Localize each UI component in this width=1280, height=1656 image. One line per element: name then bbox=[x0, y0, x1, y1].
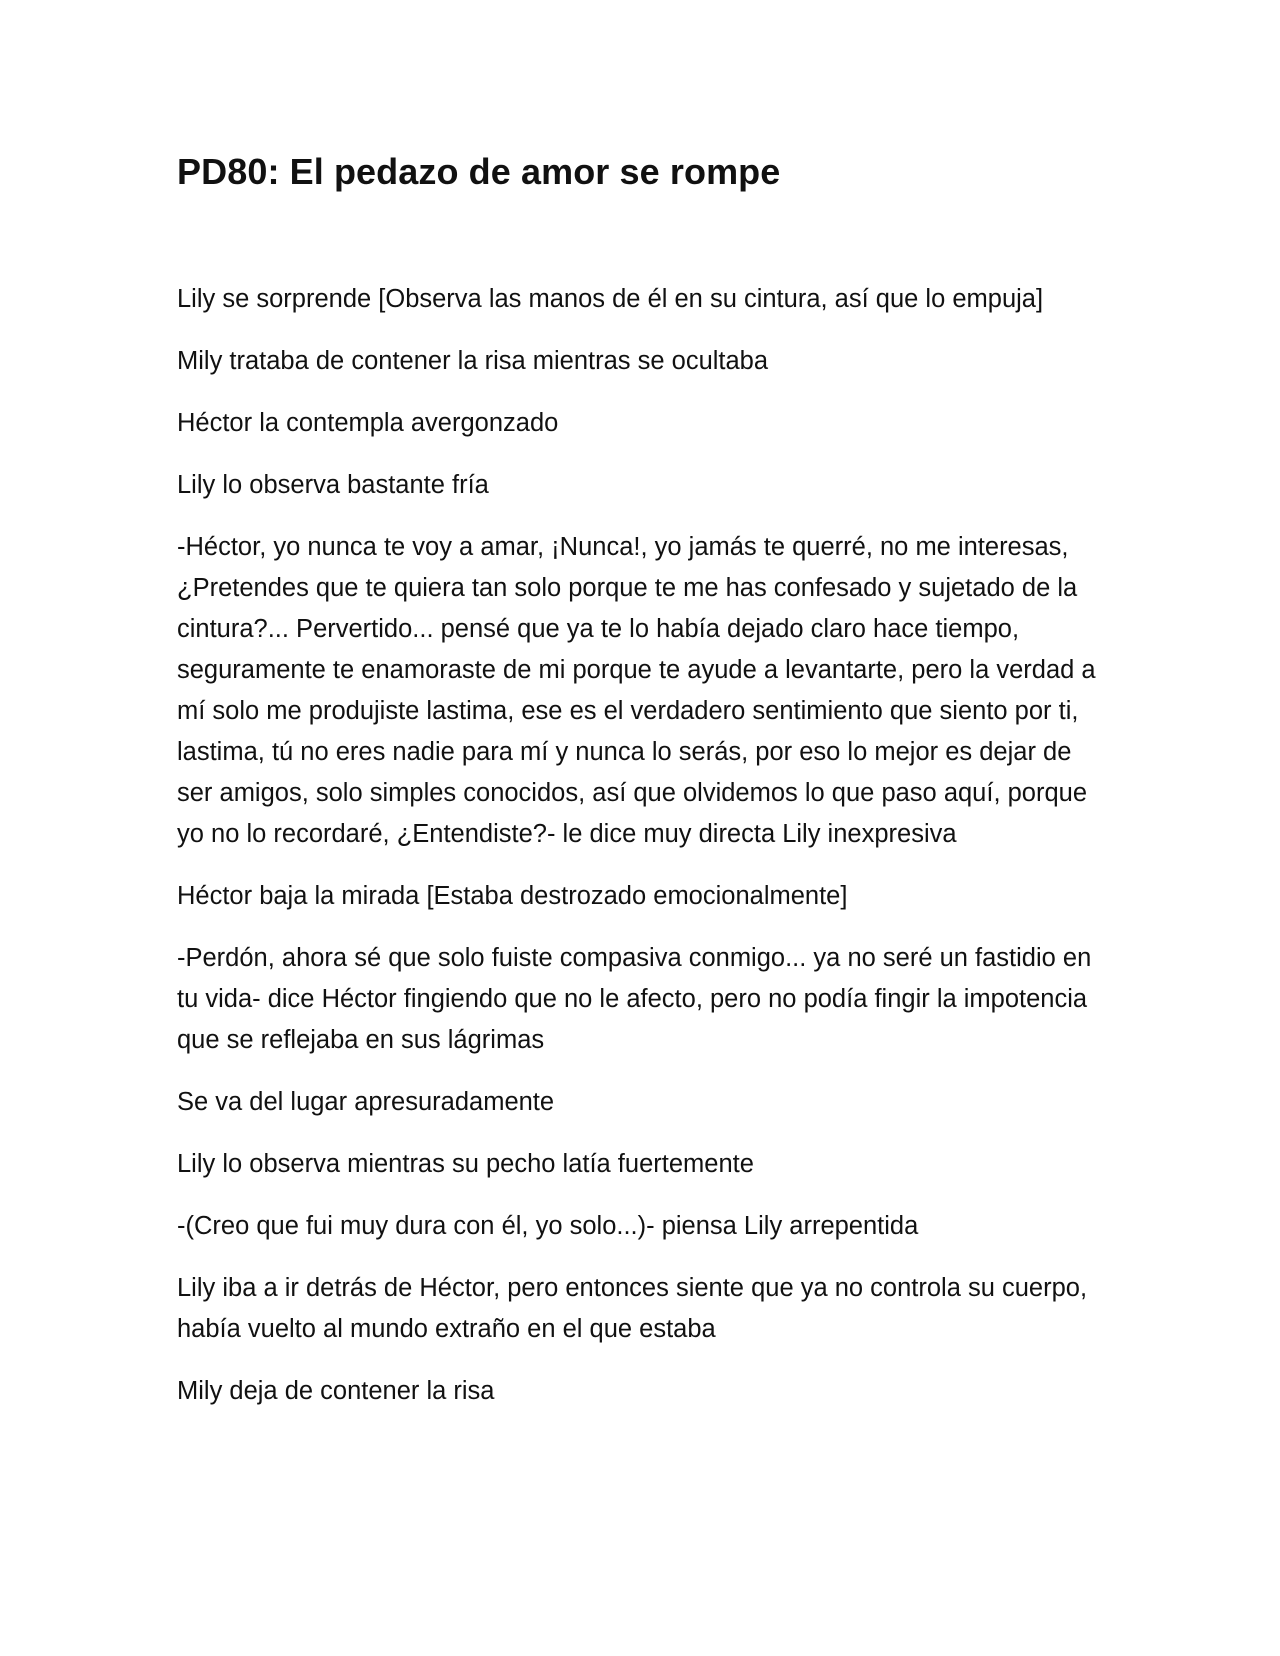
paragraph-12: Mily deja de contener la risa bbox=[177, 1377, 495, 1406]
paragraph-5: -Héctor, yo nunca te voy a amar, ¡Nunca!, yo jamás te querré, no me interesas, ¿Pretendes que te quiera tan solo porque te me has confesado y sujetado de la cintura?... Pervertido... pensé que ya te lo había dejado claro hace tiempo, seguramente te enamoraste de mi porque te ayude a levantarte, pero la verdad a mí solo me produjiste lastima, ese es el verdadero sentimiento que siento por ti, lastima, tú no eres nadie para mí y nunca lo serás, por eso lo mejor es dejar de ser amigos, solo simples conocidos, así que olvidemos lo que paso aquí, porque yo no lo recordaré, ¿Entendiste?- le dice muy directa Lily inexpresiva bbox=[177, 533, 1096, 849]
paragraph-7: -Perdón, ahora sé que solo fuiste compasiva conmigo... ya no seré un fastidio en tu vida- dice Héctor fingiendo que no le afecto, pero no podía fingir la impotencia que se reflejaba en sus lágrimas bbox=[177, 944, 1092, 1055]
paragraph-1: Lily se sorprende [Observa las manos de él en su cintura, así que lo empuja] bbox=[177, 285, 1044, 314]
paragraph-9: Lily lo observa mientras su pecho latía fuertemente bbox=[177, 1150, 754, 1179]
paragraph-4: Lily lo observa bastante fría bbox=[177, 471, 489, 500]
paragraph-8: Se va del lugar apresuradamente bbox=[177, 1088, 555, 1117]
document-content bbox=[177, 150, 1097, 1433]
paragraph-6: Héctor baja la mirada [Estaba destrozado emocionalmente] bbox=[177, 882, 848, 911]
paragraph-2: Mily trataba de contener la risa mientras se ocultaba bbox=[177, 347, 769, 376]
paragraph-3: Héctor la contempla avergonzado bbox=[177, 409, 559, 438]
document-body bbox=[177, 279, 1097, 1412]
paragraph-10: -(Creo que fui muy dura con él, yo solo...)- piensa Lily arrepentida bbox=[177, 1212, 919, 1241]
document-title: PD80: El pedazo de amor se rompe bbox=[177, 151, 781, 192]
paragraph-11: Lily iba a ir detrás de Héctor, pero entonces siente que ya no controla su cuerpo, había vuelto al mundo extraño en el que estaba bbox=[177, 1274, 1088, 1344]
